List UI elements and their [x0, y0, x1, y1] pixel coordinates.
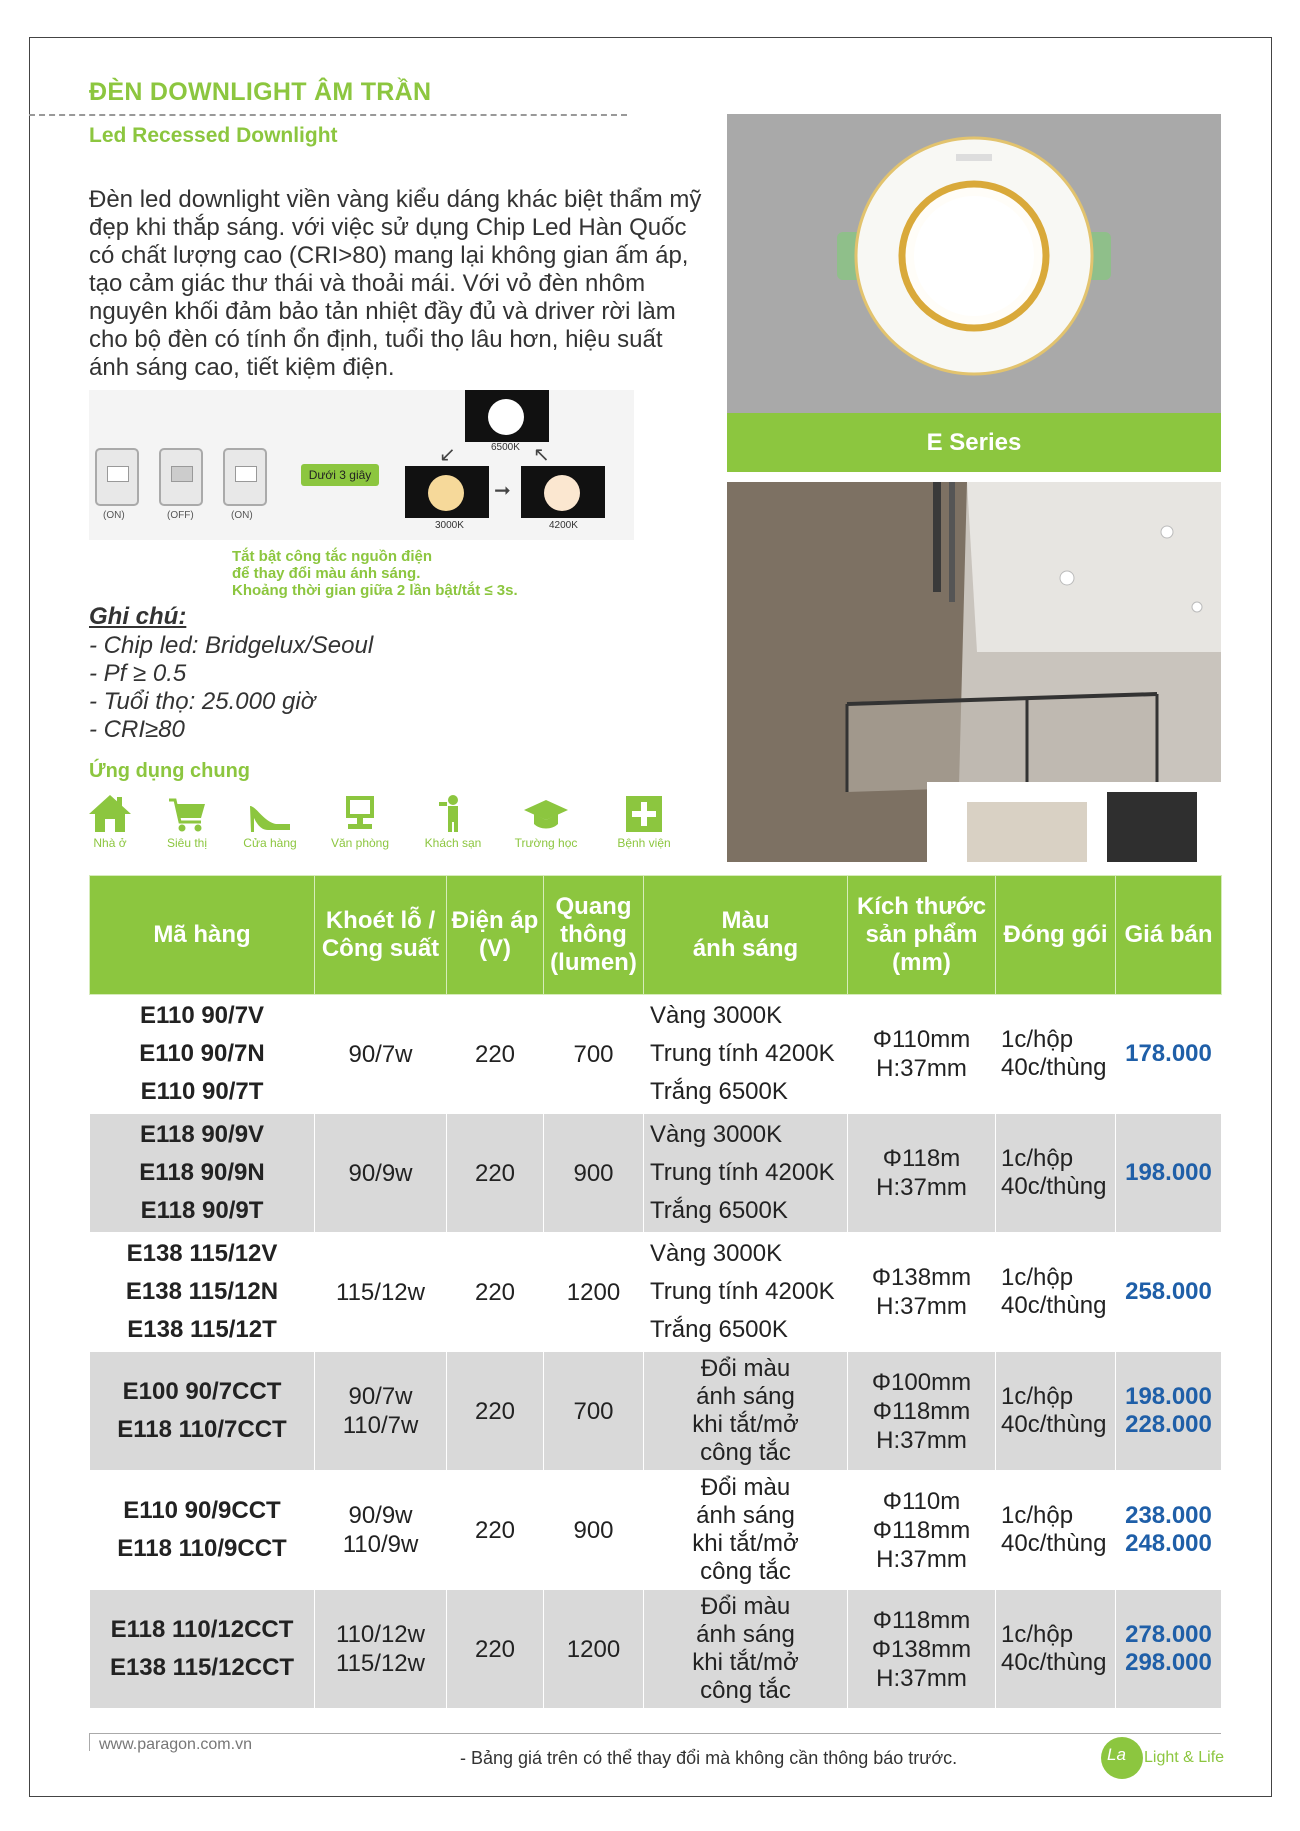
applications-heading: Ứng dụng chung [89, 760, 250, 782]
cell-code: E118 110/12CCT E138 115/12CCT [90, 1590, 315, 1709]
cell-color: Đổi màu ánh sáng khi tắt/mở công tắc [644, 1590, 848, 1709]
arrow-down-left-icon: ↙ [439, 444, 456, 466]
table-row [90, 1471, 1222, 1590]
cell-dimension: Φ110mm H:37mm [848, 995, 996, 1114]
cell-dimension: Φ100mm Φ118mm H:37mm [848, 1352, 996, 1471]
timer-badge: Dưới 3 giây [301, 464, 379, 486]
cell-price: 258.000 [1116, 1233, 1222, 1352]
temp-label-6500k: 6500K [491, 442, 520, 453]
cell-code: E110 90/9CCT E118 110/9CCT [90, 1471, 315, 1590]
cell-packing: 1c/hộp 40c/thùng [996, 1114, 1116, 1233]
cell-packing: 1c/hộp 40c/thùng [996, 1590, 1116, 1709]
cell-packing: 1c/hộp 40c/thùng [996, 995, 1116, 1114]
title-divider [29, 114, 627, 116]
cell-flux: 700 [544, 1352, 644, 1471]
cell-size-power: 110/12w 115/12w [315, 1590, 447, 1709]
cell-voltage: 220 [447, 1233, 544, 1352]
cell-dimension: Φ118m H:37mm [848, 1114, 996, 1233]
brand-logo-text: Light & Life [1144, 1749, 1225, 1766]
cell-color: Đổi màu ánh sáng khi tắt/mở công tắc [644, 1471, 848, 1590]
switch-state-label: (ON) [231, 510, 253, 521]
header-size-power: Khoét lỗ / Công suất [315, 876, 447, 995]
house-icon [86, 792, 134, 836]
brand-logo-mark: La [1107, 1745, 1126, 1764]
footer-tick [89, 1733, 90, 1751]
cell-code: E138 115/12V E138 115/12N E138 115/12T [90, 1233, 315, 1352]
cell-price: 198.000 [1116, 1114, 1222, 1233]
cell-size-power: 90/9w 110/9w [315, 1471, 447, 1590]
downlight-image [727, 114, 1221, 413]
table-row [90, 1233, 1222, 1352]
cell-voltage: 220 [447, 1352, 544, 1471]
bulb-6500k [488, 399, 524, 435]
cell-flux: 1200 [544, 1590, 644, 1709]
arrow-up-left-icon: ↖ [533, 444, 550, 466]
cell-packing: 1c/hộp 40c/thùng [996, 1352, 1116, 1471]
app-office: Văn phòng [320, 792, 400, 850]
note-item: - Pf ≥ 0.5 [89, 660, 187, 687]
switch-state-label: (OFF) [167, 510, 194, 521]
table-row [90, 1352, 1222, 1471]
bulb-4200k [544, 475, 580, 511]
color-3000k-box [405, 466, 489, 518]
app-school: Trường học [506, 792, 586, 850]
header-packing: Đóng gói [996, 876, 1116, 995]
cell-flux: 700 [544, 995, 644, 1114]
arrow-right-icon: ➞ [494, 480, 511, 502]
cell-size-power: 90/9w [315, 1114, 447, 1233]
cell-color: Vàng 3000K Trung tính 4200K Trắng 6500K [644, 1233, 848, 1352]
cell-size-power: 90/7w [315, 995, 447, 1114]
color-4200k-box [521, 466, 605, 518]
header-voltage: Điện áp (V) [447, 876, 544, 995]
switch-instruction: Tắt bật công tắc nguồn điện để thay đổi màu ánh sáng. Khoảng thời gian giữa 2 lần bật/tắt ≤ 3s. [232, 548, 518, 599]
note-item: - Tuổi thọ: 25.000 giờ [89, 688, 316, 715]
table-header-row [90, 876, 1222, 995]
cell-dimension: Φ138mm H:37mm [848, 1233, 996, 1352]
product-description: Đèn led downlight viền vàng kiểu dáng khác biệt thẩm mỹ đẹp khi thắp sáng. với việc sử dụng Chip Led Hàn Quốc có chất lượng cao (CRI>80) mang lại không gian ấm áp, tạo cảm giác thư thái và thoải mái. Với vỏ đèn nhôm nguyên khối đảm bảo tản nhiệt đầy đủ và driver rời làm cho bộ đèn có tính ổn định, tuổi thọ lâu hơn, hiệu suất ánh sáng cao, tiết kiệm điện. [89, 186, 702, 381]
table-row [90, 1114, 1222, 1233]
header-price: Giá bán [1116, 876, 1222, 995]
cell-flux: 900 [544, 1471, 644, 1590]
note-item: - Chip led: Bridgelux/Seoul [89, 632, 374, 659]
cell-color: Đổi màu ánh sáng khi tắt/mở công tắc [644, 1352, 848, 1471]
cell-voltage: 220 [447, 995, 544, 1114]
bulb-3000k [428, 475, 464, 511]
cell-code: E118 90/9V E118 90/9N E118 90/9T [90, 1114, 315, 1233]
footer-url[interactable]: www.paragon.com.vn [99, 1736, 252, 1753]
computer-icon [338, 792, 382, 836]
cell-color: Vàng 3000K Trung tính 4200K Trắng 6500K [644, 995, 848, 1114]
switch-off-icon [159, 448, 203, 506]
cell-dimension: Φ118mm Φ138mm H:37mm [848, 1590, 996, 1709]
interior-photo [727, 482, 1221, 862]
switch-on-icon [223, 448, 267, 506]
app-hotel: Khách sạn [413, 792, 493, 850]
temp-label-4200k: 4200K [549, 520, 578, 531]
footer-divider [89, 1733, 1221, 1734]
cell-voltage: 220 [447, 1471, 544, 1590]
cell-packing: 1c/hộp 40c/thùng [996, 1233, 1116, 1352]
cell-color: Vàng 3000K Trung tính 4200K Trắng 6500K [644, 1114, 848, 1233]
cell-size-power: 115/12w [315, 1233, 447, 1352]
graduation-cap-icon [522, 792, 570, 836]
bellboy-icon [431, 792, 475, 836]
app-hospital: Bệnh viện [604, 792, 684, 850]
page-title: ĐÈN DOWNLIGHT ÂM TRẦN [89, 78, 432, 106]
notes-list [89, 632, 373, 744]
cell-price: 278.000 298.000 [1116, 1590, 1222, 1709]
switch-state-label: (ON) [103, 510, 125, 521]
table-row [90, 995, 1222, 1114]
temp-label-3000k: 3000K [435, 520, 464, 531]
series-banner: E Series [727, 413, 1221, 472]
table-row [90, 1590, 1222, 1709]
cell-voltage: 220 [447, 1590, 544, 1709]
header-flux: Quang thông (lumen) [544, 876, 644, 995]
cell-dimension: Φ110m Φ118mm H:37mm [848, 1471, 996, 1590]
cart-icon [165, 792, 209, 836]
footer-note: - Bảng giá trên có thể thay đổi mà không cần thông báo trước. [460, 1748, 958, 1768]
cell-price: 198.000 228.000 [1116, 1352, 1222, 1471]
cell-flux: 1200 [544, 1233, 644, 1352]
cell-size-power: 90/7w 110/7w [315, 1352, 447, 1471]
price-table [89, 875, 1222, 1709]
app-supermarket: Siêu thị [147, 792, 227, 850]
cell-code: E110 90/7V E110 90/7N E110 90/7T [90, 995, 315, 1114]
medical-cross-icon [622, 792, 666, 836]
cell-flux: 900 [544, 1114, 644, 1233]
note-item: - CRI≥80 [89, 716, 185, 743]
page-subtitle: Led Recessed Downlight [89, 124, 338, 147]
switch-diagram [89, 390, 634, 540]
high-heel-icon [246, 792, 294, 836]
header-color: Màu ánh sáng [644, 876, 848, 995]
header-dimension: Kích thước sản phẩm (mm) [848, 876, 996, 995]
cell-voltage: 220 [447, 1114, 544, 1233]
cell-code: E100 90/7CCT E118 110/7CCT [90, 1352, 315, 1471]
notes-heading: Ghi chú: [89, 603, 187, 630]
app-shop: Cửa hàng [230, 792, 310, 850]
switch-on-icon [95, 448, 139, 506]
cell-packing: 1c/hộp 40c/thùng [996, 1471, 1116, 1590]
app-home: Nhà ở [70, 792, 150, 850]
cell-price: 178.000 [1116, 995, 1222, 1114]
header-code: Mã hàng [90, 876, 315, 995]
cell-price: 238.000 248.000 [1116, 1471, 1222, 1590]
color-6500k-box [465, 390, 549, 442]
